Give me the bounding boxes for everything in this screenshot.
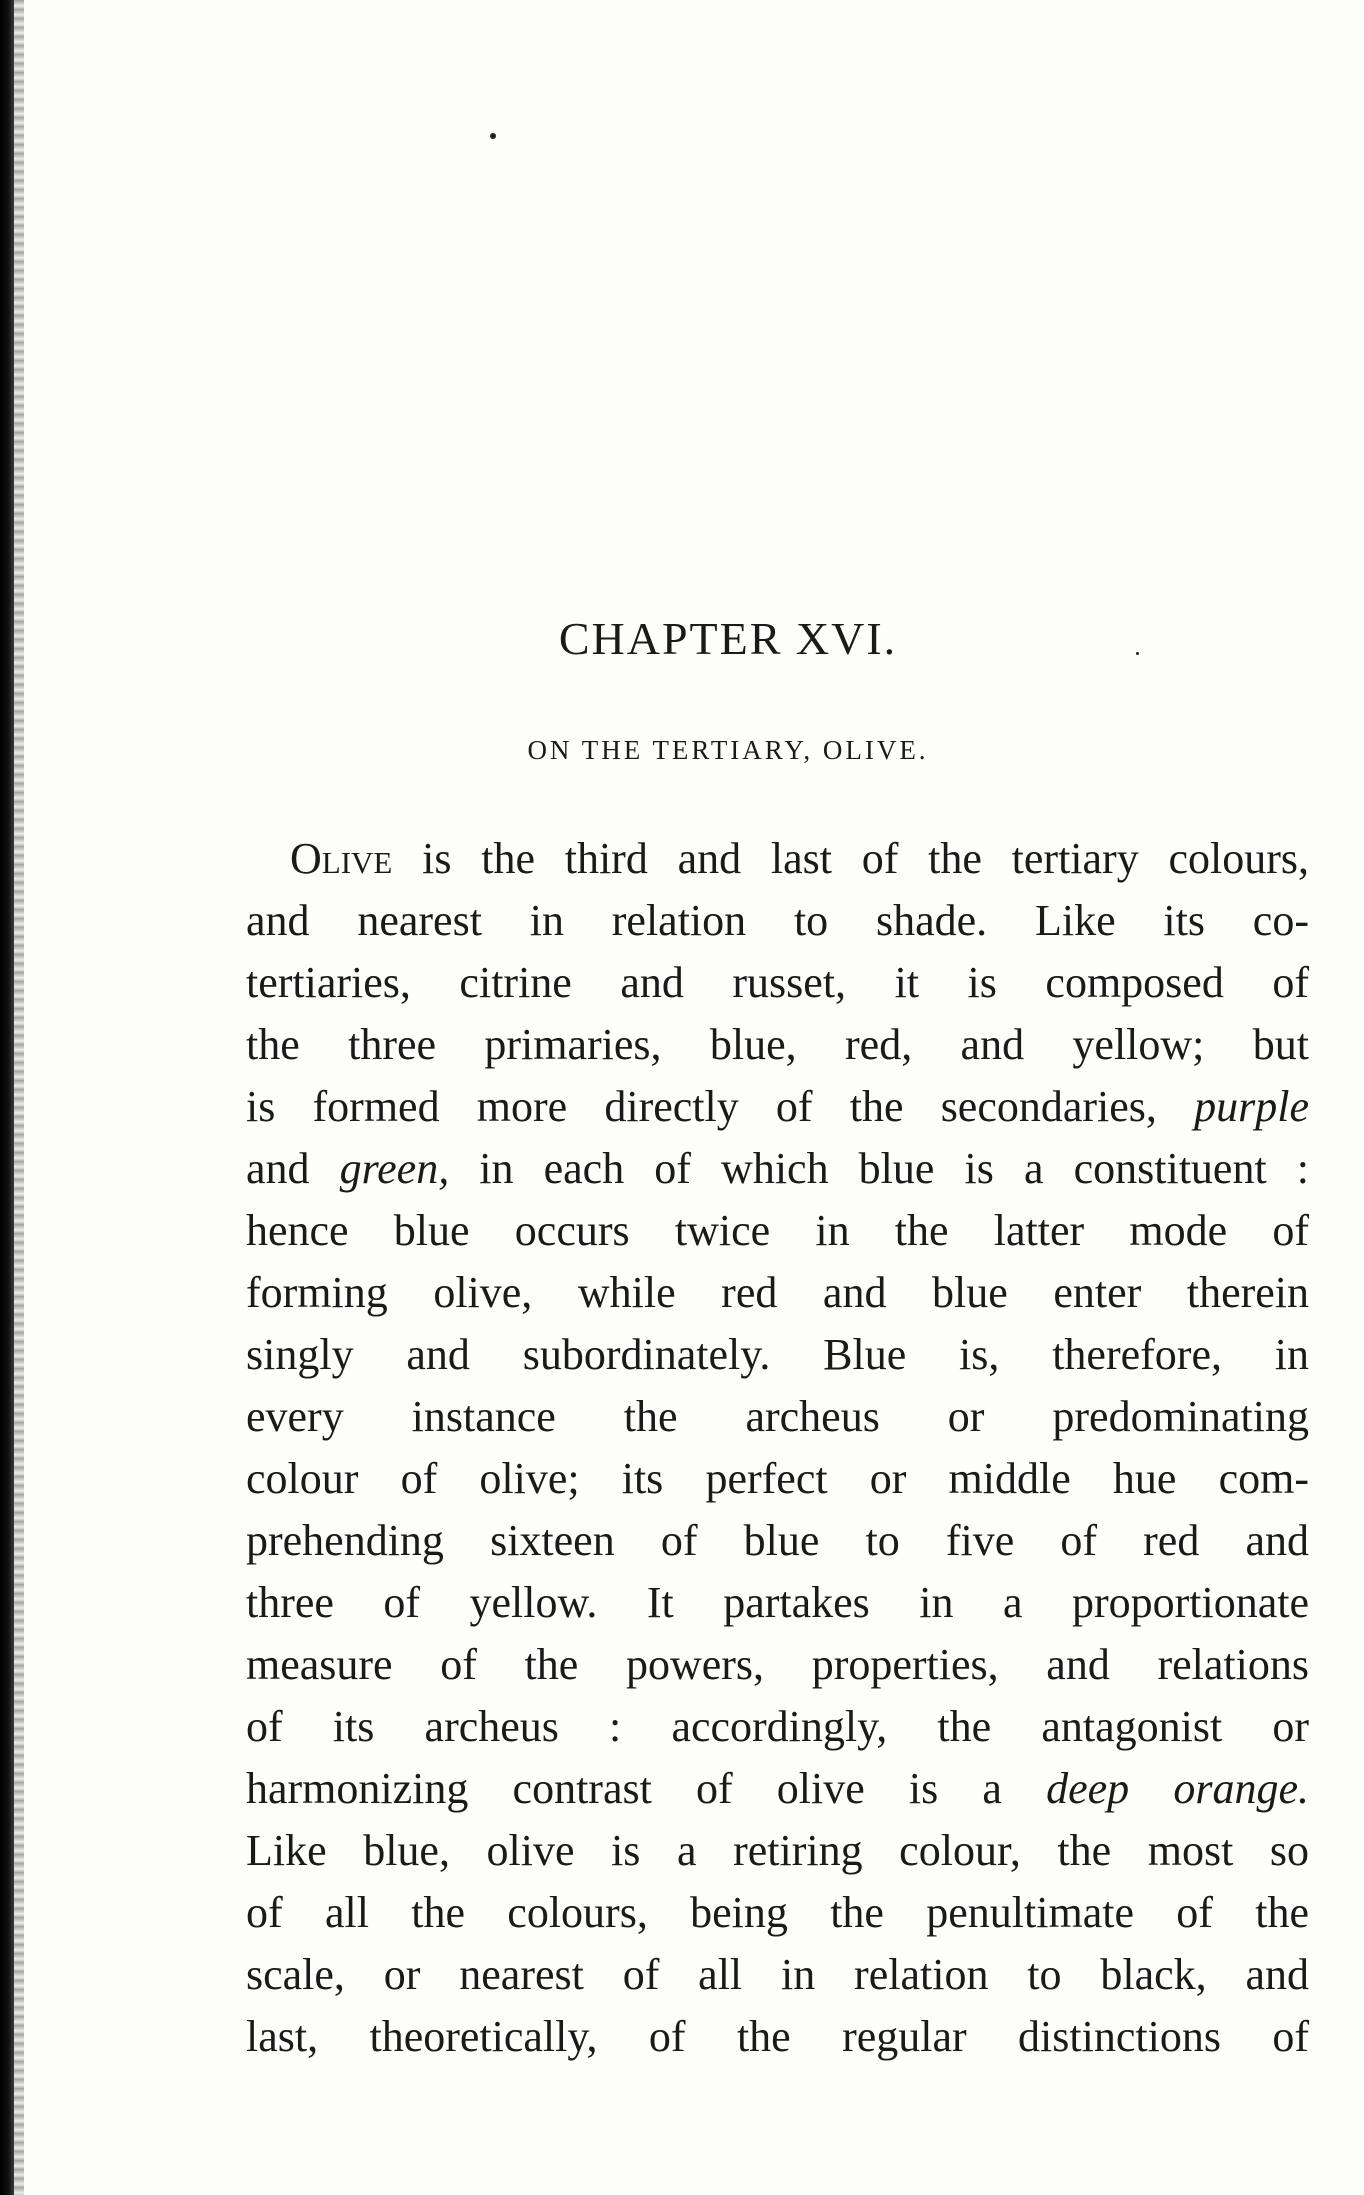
text-line: hence blue occurs twice in the latter mode of bbox=[246, 1206, 1309, 1255]
text-line: measure of the powers, properties, and relations bbox=[246, 1640, 1309, 1689]
chapter-title: CHAPTER XVI. bbox=[558, 613, 898, 664]
text-line: Olive is the third and last of the tertiary colours, bbox=[290, 834, 1309, 883]
italic-term: purple bbox=[1194, 1082, 1309, 1131]
text-line: every instance the archeus or predominating bbox=[246, 1392, 1309, 1441]
speck bbox=[490, 133, 496, 139]
italic-term: green, bbox=[339, 1144, 450, 1193]
drop-word: Olive bbox=[290, 834, 393, 883]
italic-term: deep orange. bbox=[1046, 1764, 1309, 1813]
text-line: and green, in each of which blue is a constituent : bbox=[246, 1144, 1310, 1193]
text-line: colour of olive; its perfect or middle hue com- bbox=[246, 1454, 1309, 1503]
text-line: forming olive, while red and blue enter therein bbox=[246, 1268, 1309, 1317]
chapter-subtitle: ON THE TERTIARY, OLIVE. bbox=[527, 735, 929, 765]
text-line: and nearest in relation to shade. Like its co- bbox=[246, 896, 1309, 945]
body-text bbox=[246, 828, 1309, 2068]
text-line: harmonizing contrast of olive is a deep orange. bbox=[246, 1764, 1309, 1813]
binding-fringe bbox=[14, 0, 24, 2195]
text-line: tertiaries, citrine and russet, it is composed of bbox=[246, 958, 1309, 1007]
text-line: three of yellow. It partakes in a proportionate bbox=[246, 1578, 1309, 1627]
binding-edge bbox=[0, 0, 14, 2195]
text-line: prehending sixteen of blue to five of red and bbox=[246, 1516, 1309, 1565]
text-line: of its archeus : accordingly, the antagonist or bbox=[246, 1702, 1309, 1751]
text-line: is formed more directly of the secondaries, purple bbox=[246, 1082, 1309, 1131]
text-line: of all the colours, being the penultimate of the bbox=[246, 1888, 1309, 1937]
text-line: scale, or nearest of all in relation to black, and bbox=[246, 1950, 1309, 1999]
text-line: last, theoretically, of the regular distinctions of bbox=[246, 2012, 1309, 2061]
text-line: Like blue, olive is a retiring colour, the most so bbox=[246, 1826, 1309, 1875]
text-line: the three primaries, blue, red, and yellow; but bbox=[246, 1020, 1309, 1069]
text-line: singly and subordinately. Blue is, therefore, in bbox=[246, 1330, 1309, 1379]
